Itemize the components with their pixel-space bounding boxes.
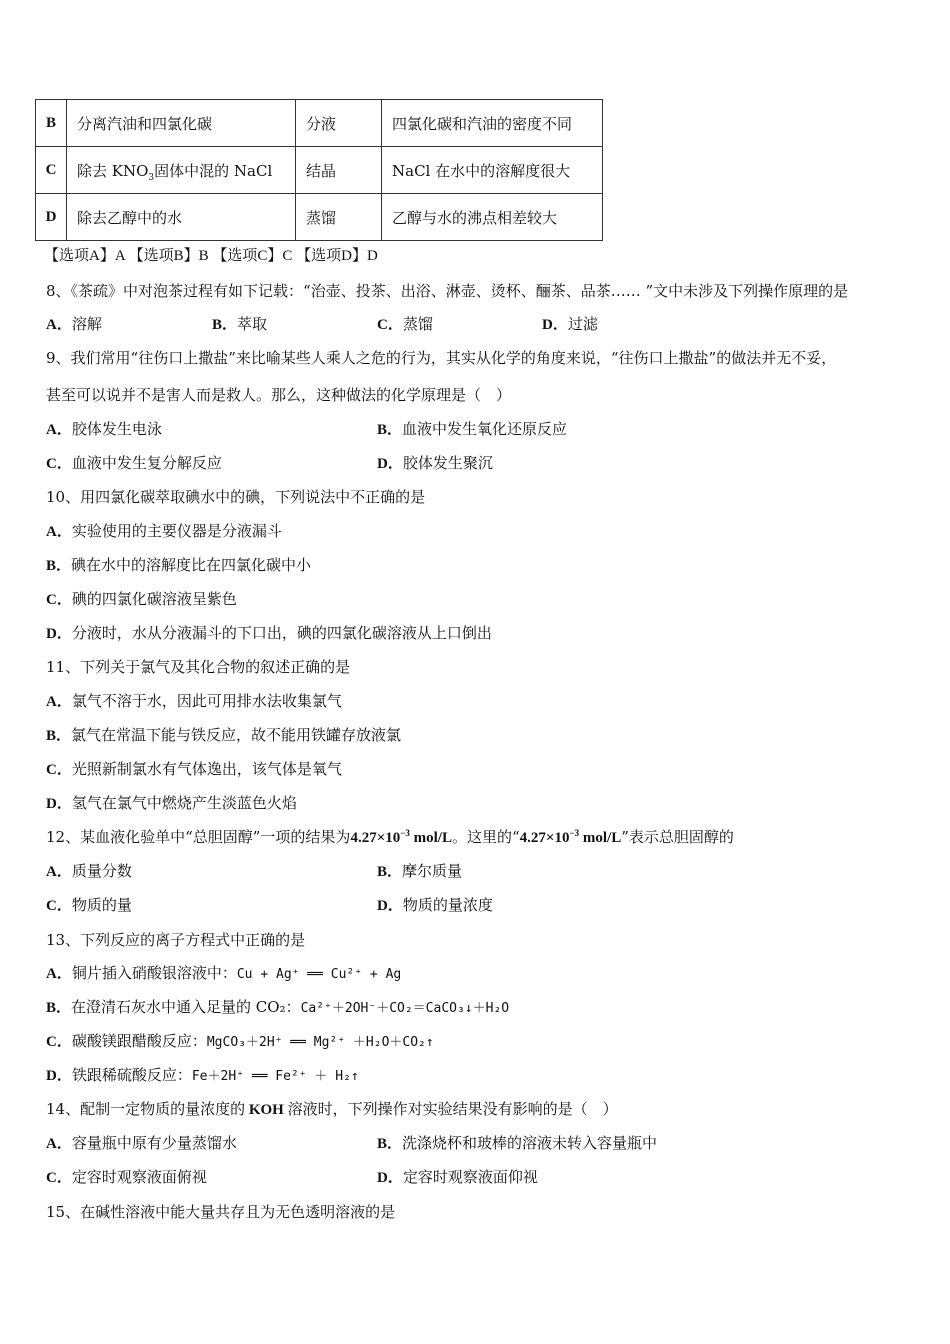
option-label: A．	[46, 966, 72, 982]
option-text: 定容时观察液面俯视	[71, 1168, 207, 1186]
question-12-stem	[46, 827, 734, 848]
q11-option-b[interactable]	[46, 725, 401, 746]
equation: Fe＋2H⁺ ══ Fe²⁺ ＋ H₂↑	[191, 1069, 359, 1084]
unit: mol/L	[409, 830, 452, 846]
option-text: 实验使用的主要仪器是分液漏斗	[71, 522, 282, 540]
q9-option-a[interactable]	[46, 419, 162, 440]
method-cell: 蒸馏	[296, 194, 382, 241]
q8-option-a[interactable]	[46, 314, 102, 335]
method-cell: 分液	[296, 100, 382, 147]
stem-text: 溶液时，下列操作对实验结果没有影响的是（ ）	[287, 1100, 618, 1118]
koh-term: KOH	[245, 1102, 288, 1118]
option-text: 蒸馏	[402, 315, 433, 333]
table-row	[36, 147, 603, 194]
exponent: −3	[569, 828, 580, 838]
q9-option-d[interactable]	[377, 453, 493, 474]
value: 4.27×10	[350, 830, 401, 846]
purpose-cell	[67, 147, 296, 194]
q10-option-c[interactable]	[46, 589, 237, 610]
q14-option-a[interactable]	[46, 1133, 237, 1154]
option-text: 胶体发生电泳	[71, 420, 162, 438]
option-label: B．	[46, 558, 72, 574]
q13-option-d[interactable]	[46, 1065, 359, 1087]
question-15-stem: 15、在碱性溶液中能大量共存且为无色透明溶液的是	[46, 1203, 396, 1221]
q8-option-d[interactable]	[542, 314, 598, 335]
q12-option-c[interactable]	[46, 895, 132, 916]
question-14-stem	[46, 1099, 618, 1120]
unit: mol/L	[579, 830, 622, 846]
purpose-cell: 分离汽油和四氯化碳	[67, 100, 296, 147]
option-label: A．	[46, 524, 72, 540]
stem-text: ”表示总胆固醇的	[621, 828, 734, 846]
row-key: B	[36, 100, 67, 147]
option-text: 碳酸镁跟醋酸反应：	[71, 1032, 207, 1050]
reason-cell: 乙醇与水的沸点相差较大	[382, 194, 603, 241]
q8-option-c[interactable]	[377, 314, 433, 335]
purpose-text: 除去 KNO	[77, 161, 149, 180]
q11-option-c[interactable]	[46, 759, 342, 780]
equation: Cu + Ag⁺ ══ Cu²⁺ + Ag	[236, 967, 402, 982]
q11-option-a[interactable]	[46, 691, 342, 712]
option-text: 铁跟稀硫酸反应：	[71, 1066, 192, 1084]
option-label: C．	[46, 1034, 72, 1050]
reason-cell: 四氯化碳和汽油的密度不同	[382, 100, 603, 147]
option-text: 血液中发生氧化还原反应	[402, 420, 568, 438]
q10-option-d[interactable]	[46, 623, 492, 644]
option-label: C．	[46, 456, 72, 472]
option-label: C．	[46, 762, 72, 778]
q10-option-b[interactable]	[46, 555, 311, 576]
q13-option-b[interactable]	[46, 997, 509, 1019]
q14-option-d[interactable]	[377, 1167, 538, 1188]
option-label: A．	[46, 422, 72, 438]
option-text: 物质的量	[71, 896, 132, 914]
question-9-stem-line2: 甚至可以说并不是害人而是救人。那么，这种做法的化学原理是（ ）	[46, 386, 512, 404]
option-text: 分液时，水从分液漏斗的下口出，碘的四氯化碳溶液从上口倒出	[71, 624, 492, 642]
option-label: D．	[46, 626, 72, 642]
purpose-text: 固体中混的 NaCl	[154, 161, 273, 180]
option-text: 溶解	[71, 315, 102, 333]
option-label: A．	[46, 317, 72, 333]
option-label: C．	[46, 592, 72, 608]
option-label: B．	[46, 1000, 72, 1016]
subscript: 3	[148, 172, 155, 183]
option-text: 铜片插入硝酸银溶液中：	[71, 964, 237, 982]
q14-option-c[interactable]	[46, 1167, 207, 1188]
option-label: C．	[46, 898, 72, 914]
option-text: 容量瓶中原有少量蒸馏水	[71, 1134, 237, 1152]
question-10-stem: 10、用四氯化碳萃取碘水中的碘，下列说法中不正确的是	[46, 488, 426, 506]
option-label: B．	[377, 422, 403, 438]
q11-option-d[interactable]	[46, 793, 297, 814]
option-text: 氯气在常温下能与铁反应，故不能用铁罐存放液氯	[71, 726, 402, 744]
q9-option-c[interactable]	[46, 453, 222, 474]
stem-text: 12、某血液化验单中“总胆固醇”一项的结果为	[46, 828, 351, 846]
option-text: 碘在水中的溶解度比在四氯化碳中小	[71, 556, 312, 574]
q12-option-b[interactable]	[377, 861, 462, 882]
option-label: D．	[542, 317, 568, 333]
stem-text: 。这里的“	[451, 828, 520, 846]
q9-option-b[interactable]	[377, 419, 567, 440]
row-key: C	[36, 147, 67, 194]
q13-option-c[interactable]	[46, 1031, 434, 1053]
reason-cell: NaCl 在水中的溶解度很大	[382, 147, 603, 194]
option-text: 洗涤烧杯和玻棒的溶液未转入容量瓶中	[402, 1134, 658, 1152]
exponent: −3	[400, 828, 410, 838]
option-text: 摩尔质量	[402, 862, 463, 880]
question-9-stem-line1: 9、我们常用“往伤口上撒盐”来比喻某些人乘人之危的行为，其实从化学的角度来说，“往伤口上撒盐”的做法并无不妥，	[46, 349, 837, 367]
question-8-stem: 8、《茶疏》中对泡茶过程有如下记载：“治壶、投茶、出浴、淋壶、烫杯、酾茶、品茶…… ”文中未涉及下列操作原理的是	[46, 282, 849, 300]
option-label: C．	[46, 1170, 72, 1186]
option-text: 氯气不溶于水，因此可用排水法收集氯气	[71, 692, 342, 710]
option-label: A．	[46, 694, 72, 710]
option-text: 氢气在氯气中燃烧产生淡蓝色火焰	[71, 794, 297, 812]
question-11-stem: 11、下列关于氯气及其化合物的叙述正确的是	[46, 658, 351, 676]
value: 4.27×10	[519, 830, 570, 846]
option-label: D．	[377, 898, 403, 914]
q8-option-b[interactable]	[212, 314, 267, 335]
option-text: 在澄清石灰水中通入足量的 CO₂：	[71, 998, 301, 1016]
question-13-stem: 13、下列反应的离子方程式中正确的是	[46, 931, 306, 949]
table-row	[36, 100, 603, 147]
option-label: B．	[377, 1136, 403, 1152]
q12-option-d[interactable]	[377, 895, 493, 916]
option-label: D．	[377, 1170, 403, 1186]
q14-option-b[interactable]	[377, 1133, 657, 1154]
q12-option-a[interactable]	[46, 861, 132, 882]
option-text: 光照新制氯水有气体逸出，该气体是氧气	[71, 760, 342, 778]
purpose-cell: 除去乙醇中的水	[67, 194, 296, 241]
q10-option-a[interactable]	[46, 521, 282, 542]
equation: MgCO₃＋2H⁺ ══ Mg²⁺ ＋H₂O＋CO₂↑	[206, 1035, 434, 1050]
option-text: 胶体发生聚沉	[402, 454, 493, 472]
option-text: 过滤	[567, 315, 598, 333]
equation: Ca²⁺＋2OH⁻＋CO₂＝CaCO₃↓＋H₂O	[300, 1001, 510, 1016]
option-text: 物质的量浓度	[402, 896, 493, 914]
option-text: 萃取	[237, 315, 268, 333]
table-row	[36, 194, 603, 241]
experiment-table	[35, 99, 603, 241]
method-cell: 结晶	[296, 147, 382, 194]
option-label: A．	[46, 1136, 72, 1152]
option-text: 定容时观察液面仰视	[402, 1168, 538, 1186]
option-label: B．	[212, 317, 238, 333]
option-text: 质量分数	[71, 862, 132, 880]
option-label: A．	[46, 864, 72, 880]
stem-text: 14、配制一定物质的量浓度的	[46, 1100, 246, 1118]
option-label: D．	[46, 1068, 72, 1084]
option-text: 血液中发生复分解反应	[71, 454, 222, 472]
option-text: 碘的四氯化碳溶液呈紫色	[71, 590, 237, 608]
q13-option-a[interactable]	[46, 963, 401, 985]
option-label: D．	[377, 456, 403, 472]
option-label: B．	[377, 864, 403, 880]
answer-choices: 【选项A】A 【选项B】B 【选项C】C 【选项D】D	[44, 248, 378, 264]
option-label: C．	[377, 317, 403, 333]
row-key: D	[36, 194, 67, 241]
option-label: B．	[46, 728, 72, 744]
option-label: D．	[46, 796, 72, 812]
